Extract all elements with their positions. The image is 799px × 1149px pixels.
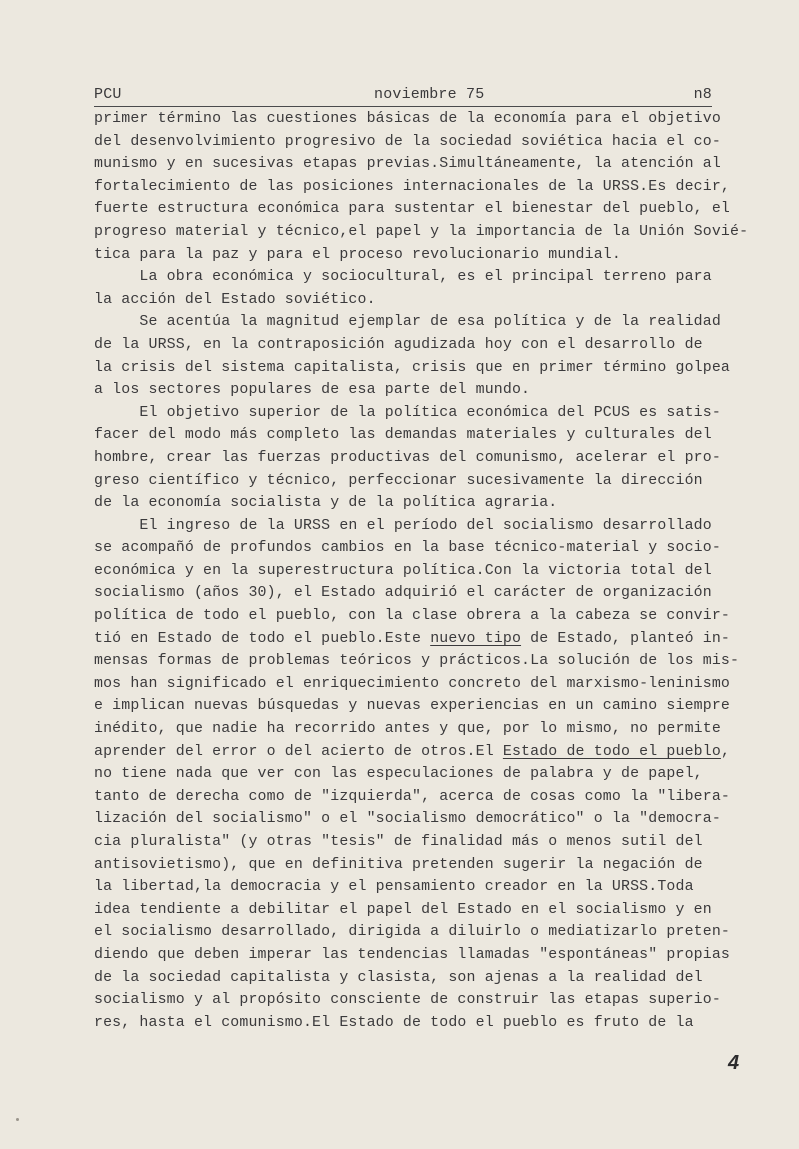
text-line: fuerte estructura económica para sustentar el bienestar del pueblo, el [94, 201, 731, 218]
text-line: hombre, crear las fuerzas productivas del comunismo, acelerar el pro- [94, 449, 721, 466]
text-line: idea tendiente a debilitar el papel del Estado en el socialismo y en [94, 901, 712, 918]
text-line: a los sectores populares de esa parte del mundo. [94, 382, 531, 399]
text-line: no tiene nada que ver con las especulaciones de palabra y de papel, [94, 766, 703, 783]
text-line: facer del modo más completo las demandas materiales y culturales del [94, 427, 712, 444]
text-line: diendo que deben imperar las tendencias llamadas "espontáneas" propias [94, 946, 731, 963]
header-issue-number: n8 [693, 86, 712, 103]
text-line: lización del socialismo" o el "socialismo democrático" o la "democra- [94, 811, 721, 828]
text-line: greso científico y técnico, perfeccionar sucesivamente la dirección [94, 472, 703, 489]
text-line: res, hasta el comunismo.El Estado de todo el pueblo es fruto de la [94, 1014, 694, 1031]
text-line: munismo y en sucesivas etapas previas.Simultáneamente, la atención al [94, 156, 721, 173]
text-line: inédito, que nadie ha recorrido antes y que, por lo mismo, no permite [94, 721, 721, 738]
text-line: Se acentúa la magnitud ejemplar de esa política y de la realidad [94, 314, 721, 331]
text-line: de la sociedad capitalista y clasista, son ajenas a la realidad del [94, 969, 703, 986]
text-line: cia pluralista" (y otras "tesis" de finalidad más o menos sutil del [94, 834, 703, 850]
header-date: noviembre 75 [374, 86, 485, 103]
text-line: primer término las cuestiones básicas de la economía para el objetivo [94, 111, 721, 127]
text-line: mensas formas de problemas teóricos y prácticos.La solución de los mis- [94, 653, 740, 670]
text-line: El objetivo superior de la política económica del PCUS es satis- [94, 404, 721, 421]
text-line-underlined: aprender del error o del acierto de otros.El Estado de todo el pueblo, [94, 743, 731, 760]
text-line: de la URSS, en la contraposición agudizada hoy con el desarrollo de [94, 336, 703, 353]
text-line: El ingreso de la URSS en el período del socialismo desarrollado [94, 517, 712, 534]
text-line: tica para la paz y para el proceso revolucionario mundial. [94, 246, 621, 263]
text-line: de la economía socialista y de la política agraria. [94, 495, 558, 512]
text-line: tanto de derecha como de "izquierda", acerca de cosas como la "libera- [94, 788, 731, 805]
text-line: económica y en la superestructura política.Con la victoria total del [94, 562, 712, 579]
header-publication: PCU [94, 86, 122, 103]
header-rule [94, 106, 712, 107]
text-line: La obra económica y sociocultural, es el principal terreno para [94, 269, 712, 286]
underlined-phrase: nuevo tipo [430, 630, 522, 647]
text-line: antisovietismo), que en definitiva pretenden sugerir la negación de [94, 856, 703, 873]
text-line: socialismo (años 30), el Estado adquirió el carácter de organización [94, 585, 712, 602]
text-line: del desenvolvimiento progresivo de la sociedad soviética hacia el co- [94, 133, 721, 150]
text-line: e implican nuevas búsquedas y nuevas experiencias en un camino siempre [94, 698, 731, 715]
page-number: 4 [728, 1052, 740, 1074]
text-line: se acompañó de profundos cambios en la base técnico-material y socio- [94, 540, 721, 557]
text-line: política de todo el pueblo, con la clase obrera a la cabeza se convir- [94, 608, 731, 625]
text-line: progreso material y técnico,el papel y la importancia de la Unión Sovié- [94, 223, 749, 240]
text-line: la crisis del sistema capitalista, crisis que en primer término golpea [94, 359, 731, 376]
text-line: mos han significado el enriquecimiento concreto del marxismo-leninismo [94, 675, 731, 692]
text-line: fortalecimiento de las posiciones internacionales de la URSS.Es decir, [94, 178, 731, 195]
text-line: socialismo y al propósito consciente de construir las etapas superio- [94, 992, 721, 1009]
text-line: la libertad,la democracia y el pensamiento creador en la URSS.Toda [94, 879, 694, 896]
page-header [94, 86, 712, 106]
text-line: el socialismo desarrollado, dirigida a diluirlo o mediatizarlo preten- [94, 924, 731, 941]
body-text [94, 108, 749, 1034]
paper-speck [16, 1118, 19, 1121]
underlined-phrase: Estado de todo el pueblo [502, 743, 721, 760]
text-line-underlined: tió en Estado de todo el pueblo.Este nuevo tipo de Estado, planteó in- [94, 630, 731, 647]
text-line: la acción del Estado soviético. [94, 291, 376, 308]
